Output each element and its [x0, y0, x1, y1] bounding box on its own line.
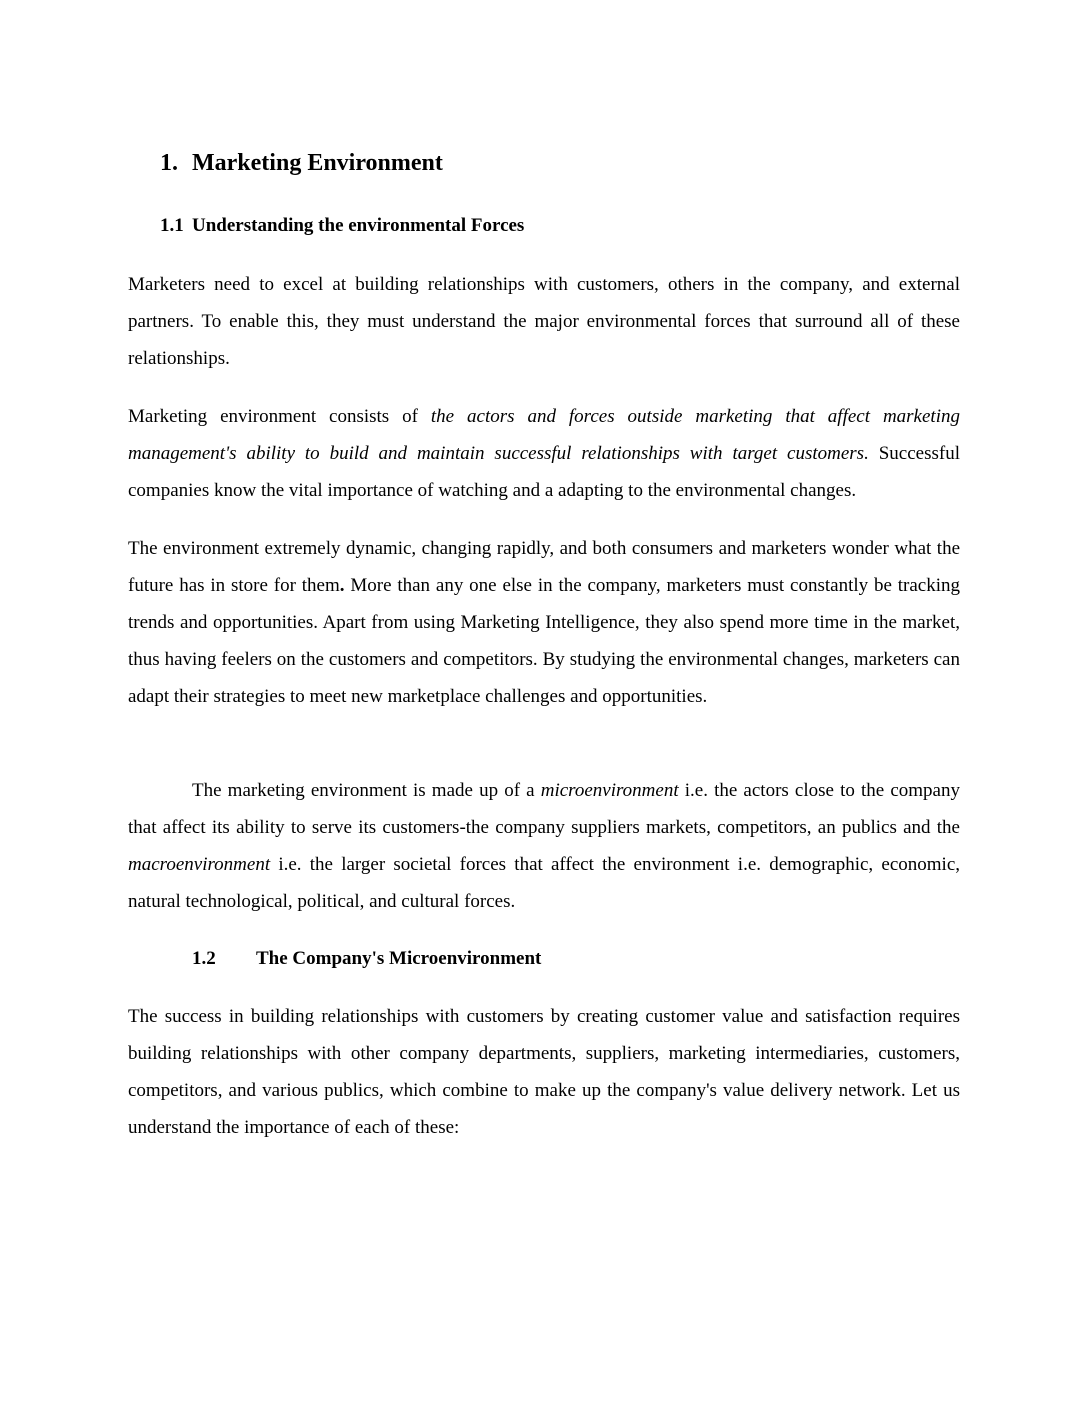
section-title: Understanding the environmental Forces [192, 215, 525, 236]
paragraph-micro-macro [128, 772, 960, 920]
paragraph-dynamic-environment [128, 530, 960, 715]
chapter-title: Marketing Environment [192, 150, 443, 176]
paragraph-definition [128, 398, 960, 509]
paragraph-text: Marketing environment consists of [128, 406, 431, 427]
bold-period: . [339, 575, 345, 596]
section-number: 1.1 [160, 215, 184, 236]
term-microenvironment: microenvironment [540, 780, 679, 801]
definition-italic: the actors and forces outside marketing that affect marketing management's ability to build and maintain successful relationships with target customers. [128, 406, 960, 464]
paragraph-text: Successful companies know the vital importance of watching and a adapting to the environmental changes. [128, 443, 960, 501]
section-title: The Company's Microenvironment [256, 948, 542, 969]
paragraph-relationships: Marketers need to excel at building relationships with customers, others in the company, and external partners. To enable this, they must understand the major environmental forces that surround all of these relationships. [128, 274, 960, 369]
paragraph-text: The marketing environment is made up of a [192, 780, 541, 801]
chapter-heading [160, 147, 443, 179]
chapter-number: 1. [160, 150, 178, 176]
paragraph-text: i.e. the larger societal forces that affect the environment i.e. demographic, economic, natural technological, political, and cultural forces. [128, 854, 960, 912]
paragraph-value-delivery: The success in building relationships with customers by creating customer value and satisfaction requires building relationships with other company departments, suppliers, marketing intermediaries, customers, competitors, and various publics, which combine to make up the company's value delivery network. Let us understand the importance of each of these: [128, 1006, 960, 1138]
paragraph-text: i.e. the actors close to the company that affect its ability to serve its customers-the company suppliers markets, competitors, an publics and the [128, 780, 960, 838]
paragraph-text: The environment extremely dynamic, changing rapidly, and both consumers and marketers wonder what the future has in store for them [128, 538, 960, 596]
term-macroenvironment: macroenvironment [128, 854, 271, 875]
paragraph-text: More than any one else in the company, marketers must constantly be tracking trends and opportunities. Apart from using Marketing Intelligence, they also spend more time in the market, thus having feelers on the customers and competitors. By studying the environmental changes, marketers can adapt their strategies to meet new marketplace challenges and opportunities. [128, 575, 961, 707]
section-heading-1-1 [160, 213, 524, 239]
section-number: 1.2 [192, 948, 216, 969]
section-heading-1-2 [192, 946, 541, 972]
